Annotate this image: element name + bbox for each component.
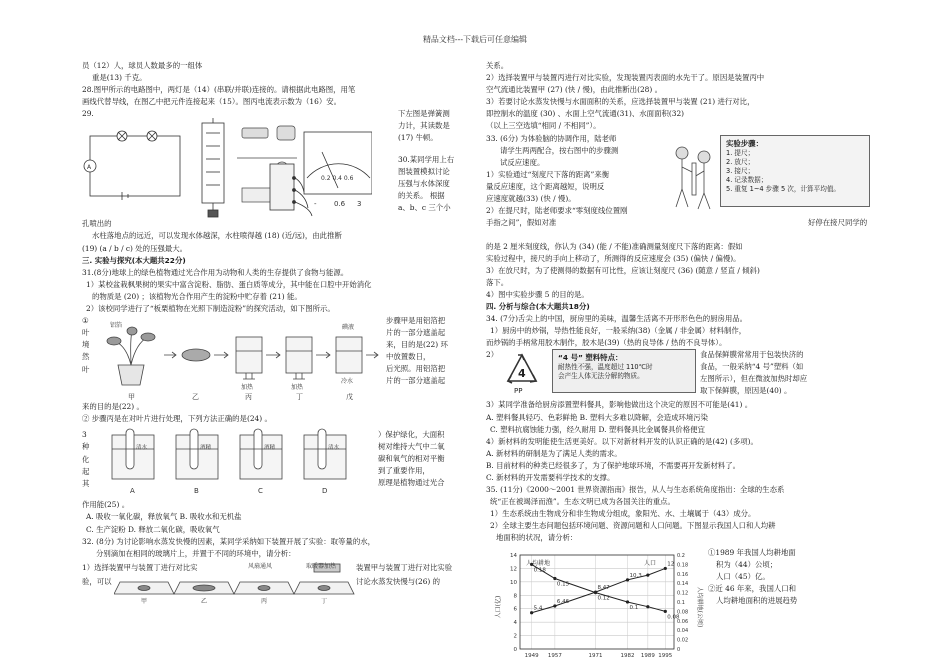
fig2-text5: 原理是植物通过光合	[378, 478, 445, 488]
q30-text4: 的关系。 根据	[398, 191, 445, 201]
q29-text3: (17) 牛顿。	[398, 133, 438, 143]
y-tick-label: 4	[513, 619, 517, 626]
x-tick-label: 1949	[524, 652, 539, 659]
farmland-data-label: 0.08	[667, 613, 680, 620]
q30-text5: a、b、c 三个小	[398, 203, 451, 213]
fig1-sub-label: 冷水	[341, 378, 354, 386]
q30-text1: 30.某同学用上右	[398, 155, 455, 165]
q35-line1: 35. (11分)《2000～2001 世界资源指南》报告，从人与生态系统角度指出：全球的生态系	[486, 485, 785, 495]
section-4-title: 四. 分析与综合(本大题共18分)	[486, 302, 590, 312]
q34-line3: 而炒锅的手柄常用胶木制作，胶木是(39)（热的良导体 / 热的不良导体）。	[486, 338, 727, 348]
left-column	[82, 60, 456, 604]
q31-line3: 的物质是 (20) ；该植物光合作用产生的淀粉中贮存着 (21) 能。	[92, 291, 302, 301]
q31-option-line2: C. 生产淀粉 D. 释放二氧化碳，吸收氧气	[86, 524, 220, 534]
y-tick-label: 8	[513, 592, 517, 599]
y2-tick-label: 0.14	[677, 580, 689, 587]
fig1-sub-label: 加热	[291, 384, 304, 392]
fig1-label: 丁	[296, 393, 303, 402]
step-item: 3. 接尺；	[726, 166, 755, 175]
y-tick-label: 2	[513, 633, 517, 640]
y2-tick-label: 0.16	[677, 571, 689, 578]
q35-answer3: 人口（45）亿。	[716, 571, 770, 581]
q33-line4: 1）实验通过“刻度尺下落的距离”来衡	[486, 169, 610, 179]
population-data-label: 10.3	[629, 572, 642, 579]
q34-line11: 4）新材料的发明能使生活更美好。以下对新材料开发的认识正确的是(42) (多项)。	[486, 436, 758, 446]
fig1-label: 戊	[346, 393, 353, 402]
fig1-left-char: 叶	[82, 328, 90, 338]
x-tick-label: 1957	[547, 652, 562, 659]
steps-title: 实验步骤：	[726, 138, 763, 148]
fig2-left-char: 起	[82, 466, 90, 476]
population-data-label: 6.46	[556, 598, 570, 605]
fig1-text3: 来，目的是(22) 环	[386, 340, 448, 350]
plastic-4-title: “4 号” 塑料特点：	[558, 353, 623, 363]
population-data-label: 8.47	[597, 584, 610, 591]
q32-text-c: 讨论水蒸发快慢与(26) 的	[356, 576, 441, 586]
legend-population: 人口	[644, 559, 657, 567]
q35-answer5: 人均耕地面积的进展趋势	[716, 595, 798, 605]
q35-answer1: ①1989 年我国人均耕地面	[708, 547, 796, 557]
fig2-left-char: 化	[82, 454, 90, 464]
legend-farmland: 人均耕地	[526, 559, 551, 567]
q34-line7: 取下保鲜膜，原因是(40) 。	[700, 386, 792, 396]
fig2-label: A	[130, 487, 135, 496]
q34-line1: 34. (7分)舌尖上的中国，厨房里的美味，温馨生活离不开形形色色的厨房用品。	[486, 314, 748, 324]
q31-line2: 1）某校盆栽枫果树的果实中富含淀粉、脂肪、蛋白质等成分，其中能在口腔中开始消化	[86, 279, 372, 289]
q35-line4: 2）全球主要生态问题包括环境问题、资源问题和人口问题。下图显示我国人口和人均耕	[490, 521, 776, 531]
q32-line2: 分别滴加在相同的玻璃片上，并置于不同的环境中，请分析：	[96, 548, 296, 558]
fig1-left-char: 然	[82, 352, 90, 362]
svg-text:0.2 0.4 0.6: 0.2 0.4 0.6	[321, 175, 354, 183]
q33-line2: 请学生两两配合，按右图中的步骤测	[500, 145, 619, 155]
evaporation-row	[82, 560, 456, 604]
q27-tail: 员（12）人，球员人数最多的一组体	[82, 61, 203, 70]
plant-experiment-row	[82, 315, 456, 401]
svg-text:0.6: 0.6	[334, 200, 346, 209]
fig3-label: 甲	[141, 597, 148, 604]
q34-line12: A. 新材料的研制是为了满足人类的需求。	[486, 448, 622, 458]
farmland-data-label: 0.15	[556, 581, 570, 588]
farmland-point	[664, 609, 667, 612]
svg-text:4: 4	[518, 367, 526, 381]
q33-line6: 应速度就越(33) (快 / 慢)。	[486, 193, 576, 203]
q31-line4: 2）该校同学进行了“板栗植物在光照下制造淀粉”的探究活动，如下图所示。	[86, 304, 335, 314]
farmland-data-label: 0.18	[533, 566, 546, 573]
step-item: 4. 记录数据；	[726, 175, 768, 184]
test-tube-row	[82, 425, 456, 499]
fig2-label: C	[258, 487, 263, 496]
q33-line7: 2）在提尺时，陆老师要求“零刻度线位置刚	[486, 205, 628, 215]
fig2-liquid-label: 酒精	[200, 445, 212, 452]
svg-text:3: 3	[357, 200, 362, 209]
q28-line1: 28.图甲所示的电路图中，两灯是（14）(串联/并联)连接的。请根据此电路图，用笔	[82, 85, 356, 95]
fig2-liquid-label: 清水	[136, 445, 148, 452]
fig3-label: 丁	[321, 597, 328, 604]
fig1-label: 乙	[192, 393, 199, 402]
fig2-text1: ）保护绿化，大面积	[378, 430, 445, 440]
r-line2: 2）选择装置甲与装置丙进行对比实验，发现装置丙表面的水先干了。原因是装置丙中	[486, 73, 765, 83]
y-tick-label: 6	[513, 606, 517, 613]
q33-line12: 落下。	[486, 277, 509, 287]
svg-text:A: A	[87, 164, 92, 172]
population-data-label: 5.4	[533, 605, 543, 612]
fig3-label: 丙	[261, 597, 268, 604]
q35-answer2: 积为（44）公顷；	[716, 559, 778, 569]
q29-text1: 下左图是弹簧测	[398, 109, 450, 119]
ruler-drop-illustration	[668, 143, 716, 213]
step-item: 5. 重复 1~4 步骤 5 次，计算平均值。	[726, 184, 841, 193]
q34-opt1: A. 塑料餐具轻巧、色彩鲜艳 B. 塑料大多难以降解，会造成环境污染	[486, 412, 709, 422]
plant-experiment-figure	[96, 315, 386, 401]
water-pressure-apparatus	[262, 156, 314, 218]
fig1-text5: 后光照。用铝箔把	[386, 364, 446, 374]
q33-line11: 3）在放尺时，为了使测得的数据有可比性，应该让刻度尺 (36) (随意 / 竖直 / 倾斜)	[486, 265, 760, 275]
fig2-left-char: 种	[82, 442, 90, 452]
fig2-liquid-label: 酒精	[264, 445, 276, 452]
r-line4: 3）若要讨论水蒸发快慢与水面面积的关系，应选择装置甲与装置 (21) 进行对比，	[486, 97, 755, 107]
q34-line14: C. 新材料的开发需要科学技术的支撑。	[486, 472, 615, 482]
q31-line7: 作用能(25) 。	[82, 500, 130, 510]
q35-line2: 统“正在被竭泽而渔”。生态文明已成为各国关注的重点。	[490, 497, 675, 507]
fig1-text2: 片的一部分遮盖起	[386, 328, 446, 338]
q34-line8: 3）某同学准备给厨房添置塑料餐具，影响他做出这个决定的原因不可能是(41) 。	[486, 400, 753, 410]
farmland-point	[646, 605, 649, 608]
fig1-label: 甲	[128, 393, 135, 402]
q35-line3: 1）生态系统由生物成分和非生物成分组成，象阳光、水、土壤属于（43）成分。	[490, 509, 756, 519]
q35-answer4: ②近 46 年来，我国人口和	[708, 583, 797, 593]
r-line1: 关系。	[486, 61, 509, 70]
step-item: 1. 提尺；	[726, 148, 755, 157]
q33-block	[486, 133, 872, 241]
y-tick-label: 0	[513, 646, 517, 653]
r-line3: 空气流通比装置甲 (27) (快 / 慢)，由此推断出(28) 。	[486, 85, 662, 95]
q29-number: 29.	[82, 109, 94, 119]
page-header: 精品文档---下载后可任意编辑	[422, 35, 528, 44]
x-tick-label: 1971	[588, 652, 603, 659]
x-tick-label: 1995	[658, 652, 673, 659]
q30-line1: 孔喷出的	[82, 219, 112, 229]
x-tick-label: 1989	[640, 652, 655, 659]
farmland-point	[594, 591, 597, 594]
q28-line2: 画线代替导线，在图乙中把元件连接起来（15）。图丙电流表示数为（16）安。	[82, 97, 342, 107]
q34-line4b: 食品保鲜膜常常用于包装快济的	[700, 350, 804, 360]
q30-text2: 图装置模拟讨论	[398, 167, 450, 177]
fig2-left-char: 其	[82, 478, 90, 488]
plastic-4-line2: 会产生人体无法分解的物质。	[558, 372, 644, 381]
farmland-data-label: 0.12	[597, 595, 610, 602]
y2-tick-label: 0.08	[677, 608, 689, 615]
fig2-left-char: 3	[82, 430, 87, 440]
q30-line3: (19) (a / b / c) 处的压强最大。	[82, 243, 188, 253]
fig3-top-label: 风扇通风	[248, 562, 273, 570]
q35-line5: 地面积的状况，请分析：	[496, 533, 578, 543]
q31-line5: 来的目的是(22) 。	[82, 402, 144, 412]
ammeter-dial	[304, 132, 372, 194]
fig1-label: 丙	[245, 393, 252, 402]
r-line5: 即控制水的温度 (30) 、水面上空气流通(31)、水面面积(32)	[486, 109, 685, 119]
step-item: 2. 放尺；	[726, 157, 755, 166]
q33-line10: 实验过程中，接尺的手向上移动了，所测得的反应速度会 (35) (偏快 / 偏慢)。	[486, 253, 741, 263]
farmland-data-label: 0.1	[629, 604, 639, 611]
q34-line4a: 2）	[486, 350, 499, 360]
fig1-left-char: 境	[82, 340, 90, 350]
q29-figure-row	[82, 108, 456, 218]
plastic-4-line1: 耐热性不强，温度超过 110℃时	[558, 363, 653, 372]
population-farmland-chart	[494, 545, 704, 665]
q31-line6: ② 步骤丙是在对叶片进行处理，下列方法正确的是(24) 。	[82, 414, 272, 424]
experiment-steps-box	[720, 135, 870, 207]
q31-option-line1: A. 吸收一氧化碳，释放氧气 B. 吸收水和无机盐	[86, 512, 242, 522]
svg-text:-: -	[314, 200, 317, 209]
q29-text2: 力计，其读数是	[398, 121, 450, 131]
fig2-text2: 树对维持大气中二氧	[378, 442, 445, 452]
q31-line1: 31.(8分)地球上的绿色植物通过光合作用为动物和人类的生存提供了食物与能源。	[82, 267, 349, 277]
fig1-top-label: 铝箔	[110, 322, 123, 330]
q33-line8: 手指之间”，假如对准	[486, 217, 557, 227]
q33-line13: 4）图中实验步骤 5 的目的是。	[486, 289, 589, 299]
y2-tick-label: 0.06	[677, 618, 689, 625]
q34-line6: 左图所示），但在微波加热时却应	[700, 374, 808, 384]
q34-opt2: C. 塑料抗腐蚀能力强，经久耐用 D. 塑料餐具比金属餐具价格便宜	[490, 424, 705, 434]
y-axis-label: 人口(亿)	[495, 595, 502, 618]
q33-line7b: 好停在接尺同学的	[808, 217, 868, 227]
fig2-liquid-label: 清水	[328, 445, 340, 452]
q34-line2: 1）厨房中的炒锅，导热性能良好，一般采纳(38)（金属 / 非金属）材料制作，	[490, 326, 747, 336]
q32-line1: 32. (8分) 为讨论影响水蒸发快慢的因素，某同学采纳如下装置开展了实验：取等量的水，	[82, 536, 375, 546]
y2-tick-label: 0	[677, 646, 681, 653]
fig1-left-chars	[82, 315, 92, 375]
y2-tick-label: 0.1	[677, 599, 685, 606]
spring-scale	[202, 118, 224, 217]
y-tick-label: 10	[510, 579, 517, 586]
fig1-text1: 步骤甲是用铝箔把	[386, 316, 446, 326]
q33-line3: 试反应速度。	[500, 157, 545, 167]
fig2-left-chars	[82, 429, 92, 489]
q34-line13: B. 目前材料的种类已经很多了，为了保护地球环境，不需要再开发新材料了。	[486, 460, 741, 470]
fig2-label: B	[194, 487, 199, 496]
y2-axis-label: 人均耕地(公顷)	[696, 586, 703, 627]
q32-text-a-cont: 装置甲与装置丁进行对比实验	[356, 562, 453, 572]
fig1-sub-label: 加热	[241, 384, 254, 392]
fig3-label: 乙	[201, 597, 208, 604]
x-tick-label: 1982	[620, 652, 635, 659]
y2-tick-label: 0.02	[677, 637, 689, 644]
q30-text3: 压强与水体深度	[398, 179, 450, 189]
fig3-top-label: 取暖器加热	[306, 562, 337, 570]
q28-q29-figures	[82, 118, 372, 218]
q34-label-row	[486, 349, 872, 399]
q33-line1: 33. (6分) 为体验脑的协调作用，陆老师	[486, 133, 617, 143]
fig1-top-label: 碘液	[342, 324, 355, 332]
test-tube-figure	[102, 427, 362, 499]
q33-line9: 的是 2 厘米刻度线，你认为 (34) (能 / 不能)准确测量刻度尺下落的距离：假如	[486, 241, 743, 251]
q34-line5: 食品，一般采纳“4 号”塑料（如	[700, 362, 804, 372]
fig1-left-char: 叶	[82, 364, 90, 374]
plastic-4-label	[552, 349, 696, 393]
circuit-diagram	[84, 131, 180, 200]
y2-tick-label: 0.18	[677, 561, 689, 568]
y2-tick-label: 0.2	[677, 552, 685, 559]
q27-tail2: 重是(13) 千克。	[92, 73, 147, 83]
q33-line5: 量反应速度，这个距离越短，说明反	[486, 181, 605, 191]
y2-tick-label: 0.04	[677, 627, 689, 634]
population-chart-row	[486, 545, 872, 665]
evaporation-figure	[114, 560, 358, 604]
q32-text-b: 验，可以	[82, 576, 112, 586]
q30-line2: 水柱落地点的远近，可以发现水体越深，水柱喷得越 (18) (近/远)，由此推断	[92, 231, 342, 241]
farmland-point	[626, 600, 629, 603]
r-line6: （以上三空选填“相同 / 不相同”）。	[486, 121, 601, 131]
q32-text-a: 1）选择装置甲与装置丁进行对比实	[82, 562, 198, 572]
recycle-4-icon	[500, 349, 544, 397]
y-tick-label: 12	[510, 565, 517, 572]
fig2-text4: 到了重要作用，	[378, 466, 430, 476]
farmland-point	[553, 576, 556, 579]
fig1-text6: 片的一部分遮盖起	[386, 376, 446, 386]
fig1-text4: 中放置数日，	[386, 352, 431, 362]
y2-tick-label: 0.12	[677, 590, 689, 597]
right-column	[486, 60, 872, 665]
fig2-text3: 碳和氧气的相对平衡	[378, 454, 445, 464]
fig1-left-char: ①	[82, 316, 89, 326]
section-3-title: 三. 实验与探究(本大题共22分)	[82, 255, 186, 265]
svg-text:PP: PP	[514, 387, 523, 396]
y-tick-label: 14	[510, 552, 517, 559]
fig2-label: D	[322, 487, 328, 496]
population-point	[646, 573, 649, 576]
population-data-label: 12	[667, 560, 675, 567]
